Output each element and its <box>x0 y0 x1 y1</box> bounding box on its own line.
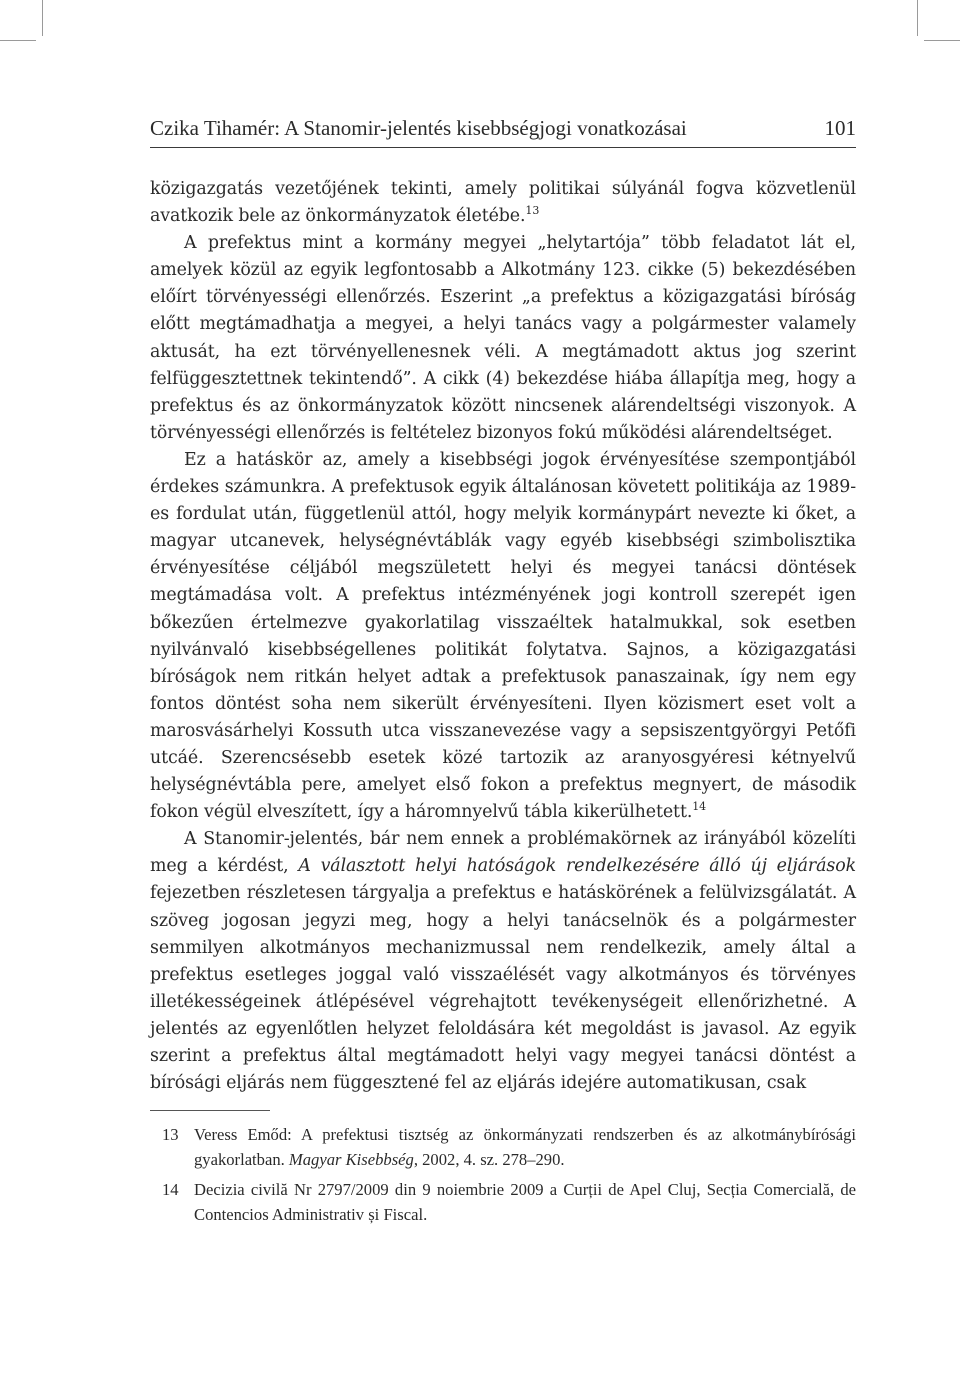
footnotes <box>150 1123 856 1227</box>
paragraph-4-text-a: A Stanomir-jelentés, bár nem ennek a problémakörnek az irányából közelíti meg a kérdést, <box>150 829 856 877</box>
running-header <box>150 113 856 148</box>
footnote-13-text-b: , 2002, 4. sz. 278–290. <box>413 1149 565 1169</box>
footnote-13-text-a: Veress Emőd: A prefektusi tisztség az önkormányzati rendszerben és az alkotmánybírósági gyakorlatban. <box>194 1125 856 1169</box>
paragraph-2 <box>150 230 856 447</box>
crop-mark-top-left <box>42 0 43 36</box>
footnote-divider <box>150 1110 270 1111</box>
chapter-title-italic: A választott helyi hatóságok rendelkezésére álló új eljárások <box>298 856 857 877</box>
running-title: Czika Tihamér: A Stanomir-jelentés kisebbségjogi vonatkozásai <box>150 116 687 140</box>
paragraph-1-text: közigazgatás vezetőjének tekinti, amely politikai súlyánál fogva közvetlenül avatkozik bele az önkormányzatok életébe. <box>150 179 856 227</box>
paragraph-4 <box>150 826 856 1097</box>
paragraph-1 <box>150 176 856 230</box>
crop-mark-top-right <box>917 0 918 36</box>
paragraph-2-text: A prefektus mint a kormány megyei „helytartója” több feladatot lát el, amelyek közül az egyik legfontosabb a Alkotmány 123. cikke (5) bekezdésében előírt törvényességi ellenőrzés. Eszerint „a prefektus a közigazgatási bíróság előtt megtámadhatja a megyei, a helyi tanács vagy a polgármester valamely aktusát, ha ezt törvényellenesnek véli. A megtámadott aktus jog szerint felfüggesztettnek tekintendő”. A cikk (4) bekezdése hiába állapítja meg, hogy a prefektus és az önkormányzatok között nincsenek alárendeltségi viszonyok. A törvényességi ellenőrzés is feltételez bizonyos fokú működési alárendeltséget. <box>150 233 856 443</box>
body-text <box>150 176 856 1097</box>
crop-mark-right <box>924 40 960 41</box>
footnote-14-text: Decizia civilă Nr 2797/2009 din 9 noiembrie 2009 a Curții de Apel Cluj, Secția Comercială, de Contencios Administrativ și Fiscal. <box>194 1180 856 1224</box>
paragraph-3-text: Ez a hatáskör az, amely a kisebbségi jogok érvényesítése szempontjából érdekes számunkra. A prefektusok egyik általánosan követett politikája az 1989-es fordulat után, függetlenül attól, hogy melyik kormánypárt nevezte ki őket, a magyar utcanevek, helységnévtáblák vagy egyéb kisebbségi szimbolisztika érvényesítése céljából megszületett helyi és megyei tanácsi döntések megtámadása volt. A prefektus intézményének jogi kontroll szerepét igen bőkezűen értelmezve gyakorlatilag visszaéltek hatalmukkal, sok esetben nyilvánvaló kisebbségellenes politikát folytatva. Sajnos, a közigazgatási bíróságok nem ritkán helyet adtak a prefektusok panaszainak, így nem egy fontos döntést soha nem sikerült érvényesíteni. Ilyen közismert eset volt a marosvásárhelyi Kossuth utca visszanevezése vagy a sepsiszentgyörgyi Petőfi utcáé. Szerencsésebb esetek közé tartozik az aranyosgyéresi kétnyelvű helységnévtábla pere, amelyet első fokon a prefektus megnyert, de második fokon végül elveszített, így a háromnyelvű tábla kikerülhetett. <box>150 449 856 823</box>
footnote-ref-13: 13 <box>525 204 540 218</box>
footnote-13 <box>150 1123 856 1172</box>
book-page <box>150 113 856 1234</box>
footnote-number: 14 <box>162 1180 179 1200</box>
journal-title-italic: Magyar Kisebbség <box>288 1149 414 1169</box>
crop-mark-left <box>0 40 36 41</box>
footnote-14 <box>150 1178 856 1227</box>
footnote-ref-14: 14 <box>692 800 707 814</box>
page-number: 101 <box>824 116 856 140</box>
paragraph-4-text-b: fejezetben részletesen tárgyalja a prefektus e hatáskörének a felülvizsgálatát. A szöveg jogosan jegyzi meg, hogy a helyi tanácselnök és a polgármester semmilyen alkotmányos mechanizmussal nem rendelkezik, amely által a prefektus esetleges joggal való visszaélését vagy alkotmányos és törvényes illetékességeinek átlépésével végrehajtott tevékenységeit ellenőrizhetné. A jelentés az egyenlőtlen helyzet feloldására két megoldást is javasol. Az egyik szerint a prefektus által megtámadott helyi vagy megyei tanácsi döntést a bírósági eljárás nem függesztené fel az eljárás idejére automatikusan, csak <box>150 883 856 1094</box>
footnote-number: 13 <box>162 1125 179 1145</box>
paragraph-3 <box>150 447 856 826</box>
